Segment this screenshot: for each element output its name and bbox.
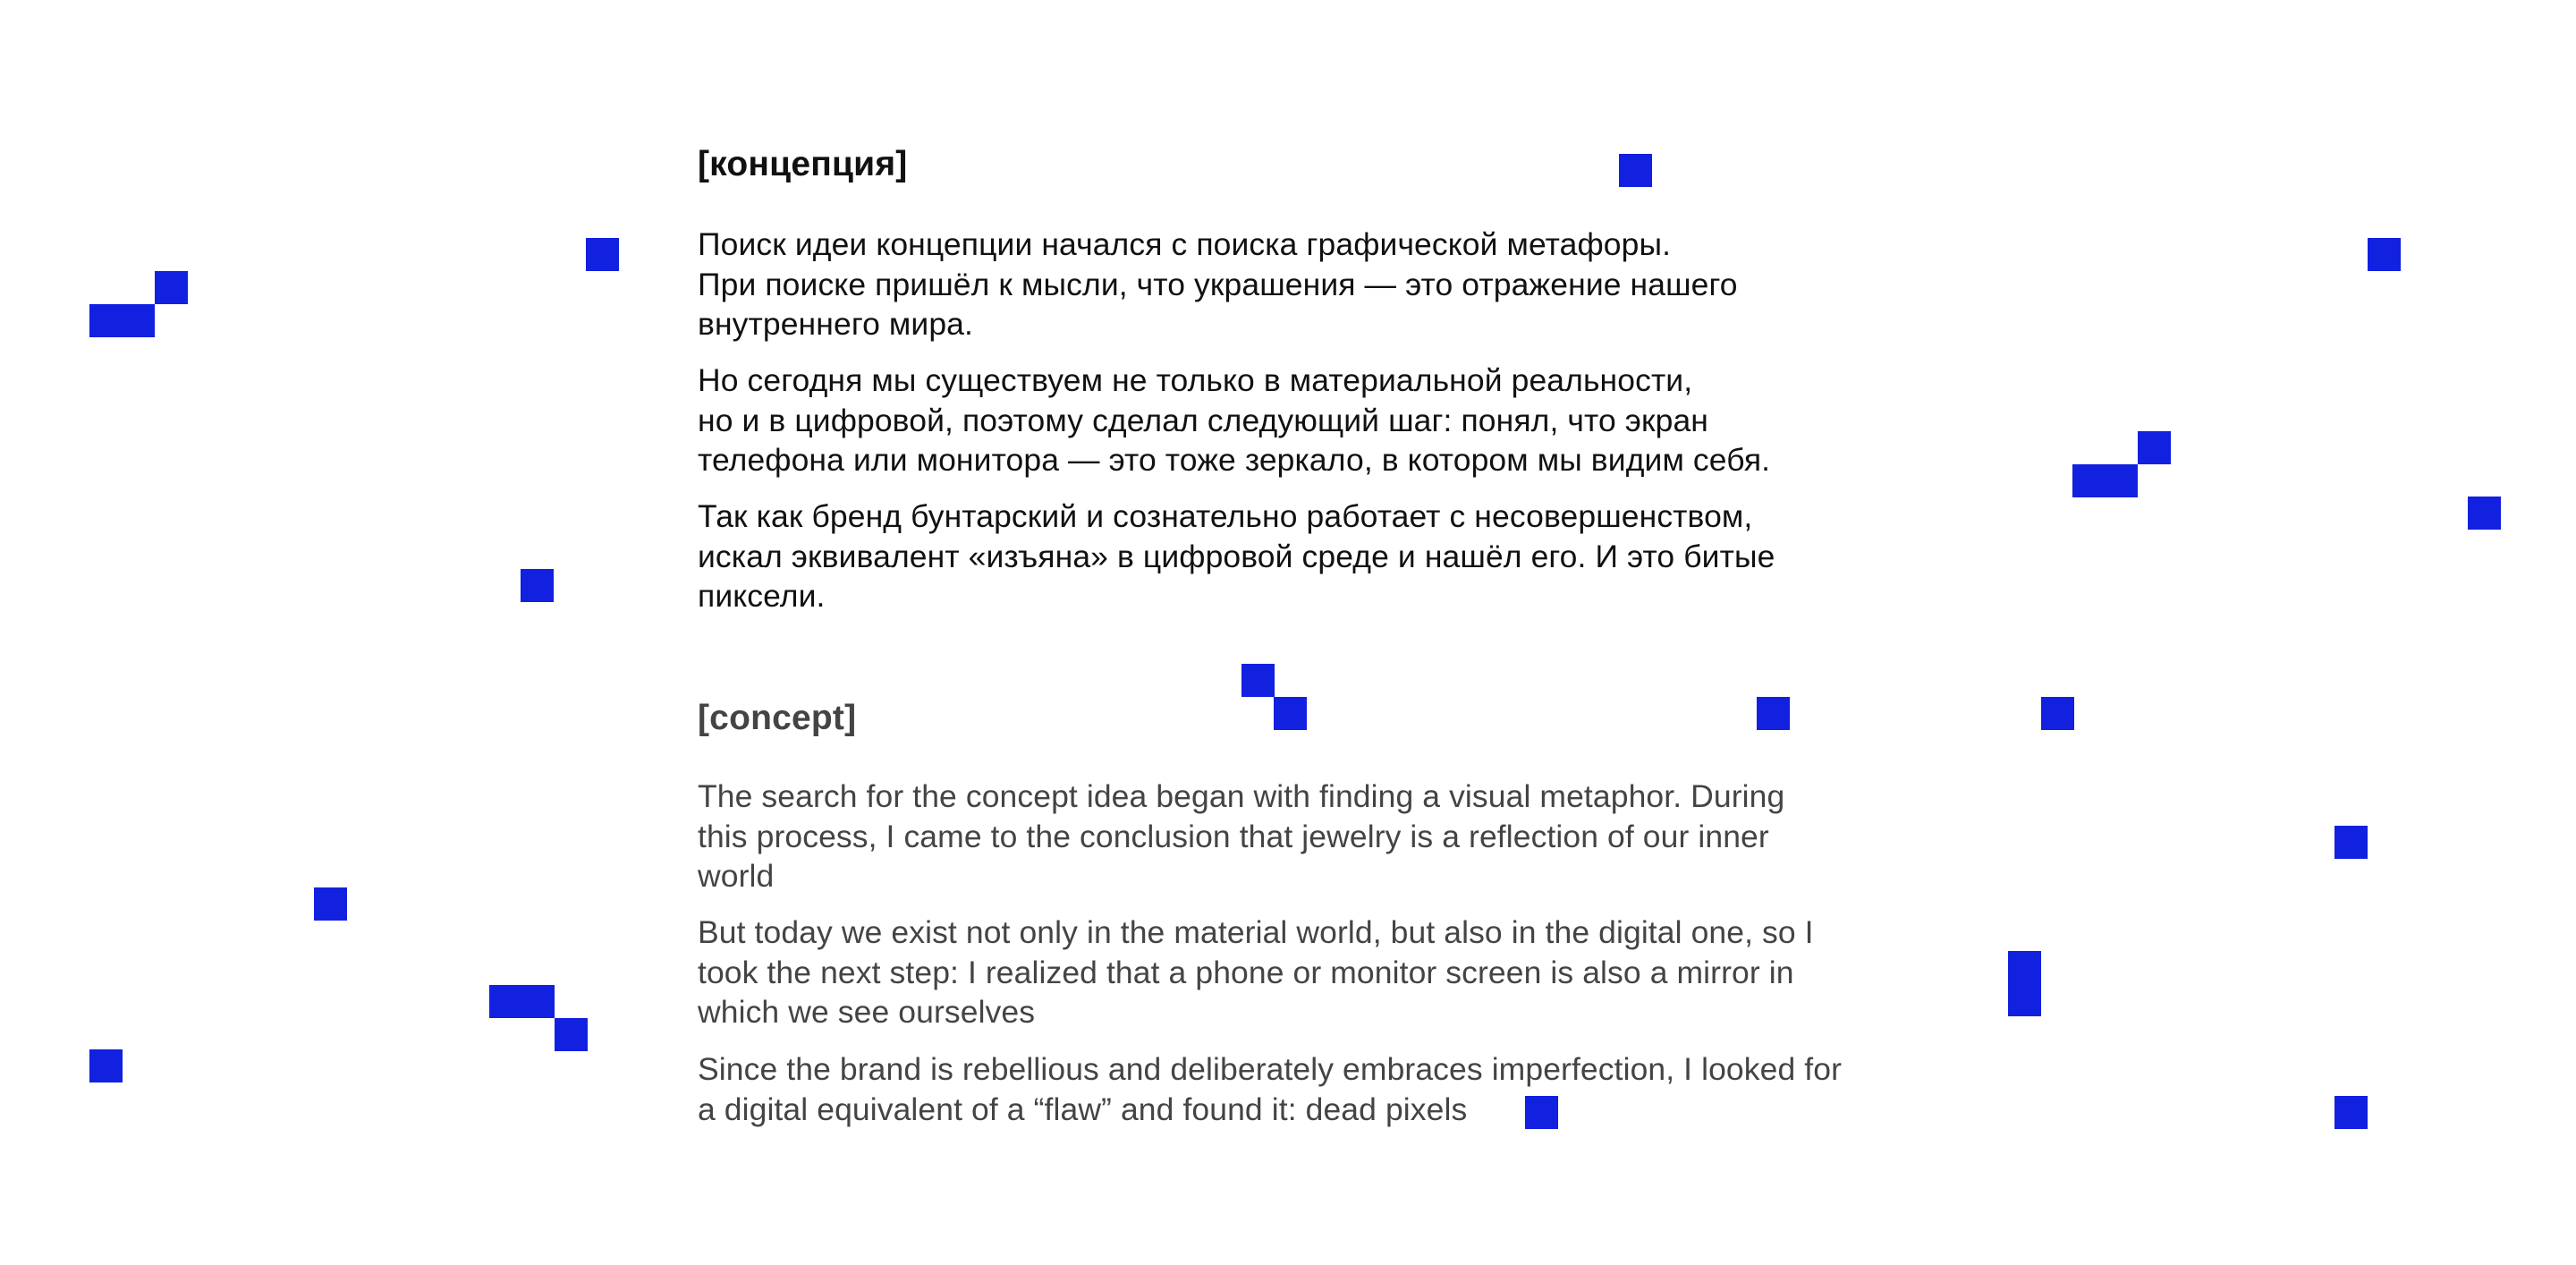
dead-pixel-21: [2334, 1096, 2368, 1129]
russian-heading: [концепция]: [698, 145, 908, 183]
english-heading: [concept]: [698, 699, 857, 737]
dead-pixel-8: [2468, 497, 2501, 530]
dead-pixel-16: [2008, 951, 2041, 1016]
dead-pixel-12: [1757, 697, 1790, 730]
english-paragraph-3: Since the brand is rebellious and deliberately embraces imperfection, I looked for a digital equivalent of a “flaw” and found it: dead pixels: [698, 1051, 1843, 1127]
dead-pixel-19: [89, 1049, 123, 1082]
russian-paragraph-3: Так как бренд бунтарский и сознательно работает с несовершенством, искал эквивалент «изъяна» в цифровой среде и нашёл его. И это битые пиксели.: [698, 498, 1775, 614]
dead-pixel-15: [314, 887, 347, 921]
dead-pixel-6: [2138, 431, 2171, 464]
dead-pixel-17: [489, 985, 555, 1018]
dead-pixel-7: [2072, 464, 2138, 497]
russian-paragraph-1: Поиск идеи концепции начался с поиска графической метафоры. При поиске пришёл к мысли, что украшения — это отражение нашего внутреннего мира.: [698, 226, 1738, 342]
dead-pixel-13: [2041, 697, 2074, 730]
dead-pixel-1: [1619, 154, 1652, 187]
dead-pixel-2: [2368, 238, 2401, 271]
english-paragraph-2: But today we exist not only in the material world, but also in the digital one, so I took the next step: I realized that a phone or monitor screen is also a mirror in which we see ourselves: [698, 914, 1814, 1030]
dead-pixel-4: [155, 271, 188, 304]
dead-pixel-10: [1241, 664, 1275, 697]
russian-paragraph-2: Но сегодня мы существуем не только в материальной реальности, но и в цифровой, поэтому сделал следующий шаг: понял, что экран телефона или монитора — это тоже зеркало, в котором мы видим себя.: [698, 362, 1771, 478]
dead-pixel-18: [555, 1018, 588, 1051]
english-paragraph-1: The search for the concept idea began with finding a visual metaphor. During this process, I came to the conclusion that jewelry is a reflection of our inner world: [698, 778, 1785, 894]
dead-pixel-3: [586, 238, 619, 271]
dead-pixel-14: [2334, 826, 2368, 859]
dead-pixel-11: [1274, 697, 1307, 730]
dead-pixel-9: [521, 569, 554, 602]
dead-pixel-5: [89, 304, 155, 337]
